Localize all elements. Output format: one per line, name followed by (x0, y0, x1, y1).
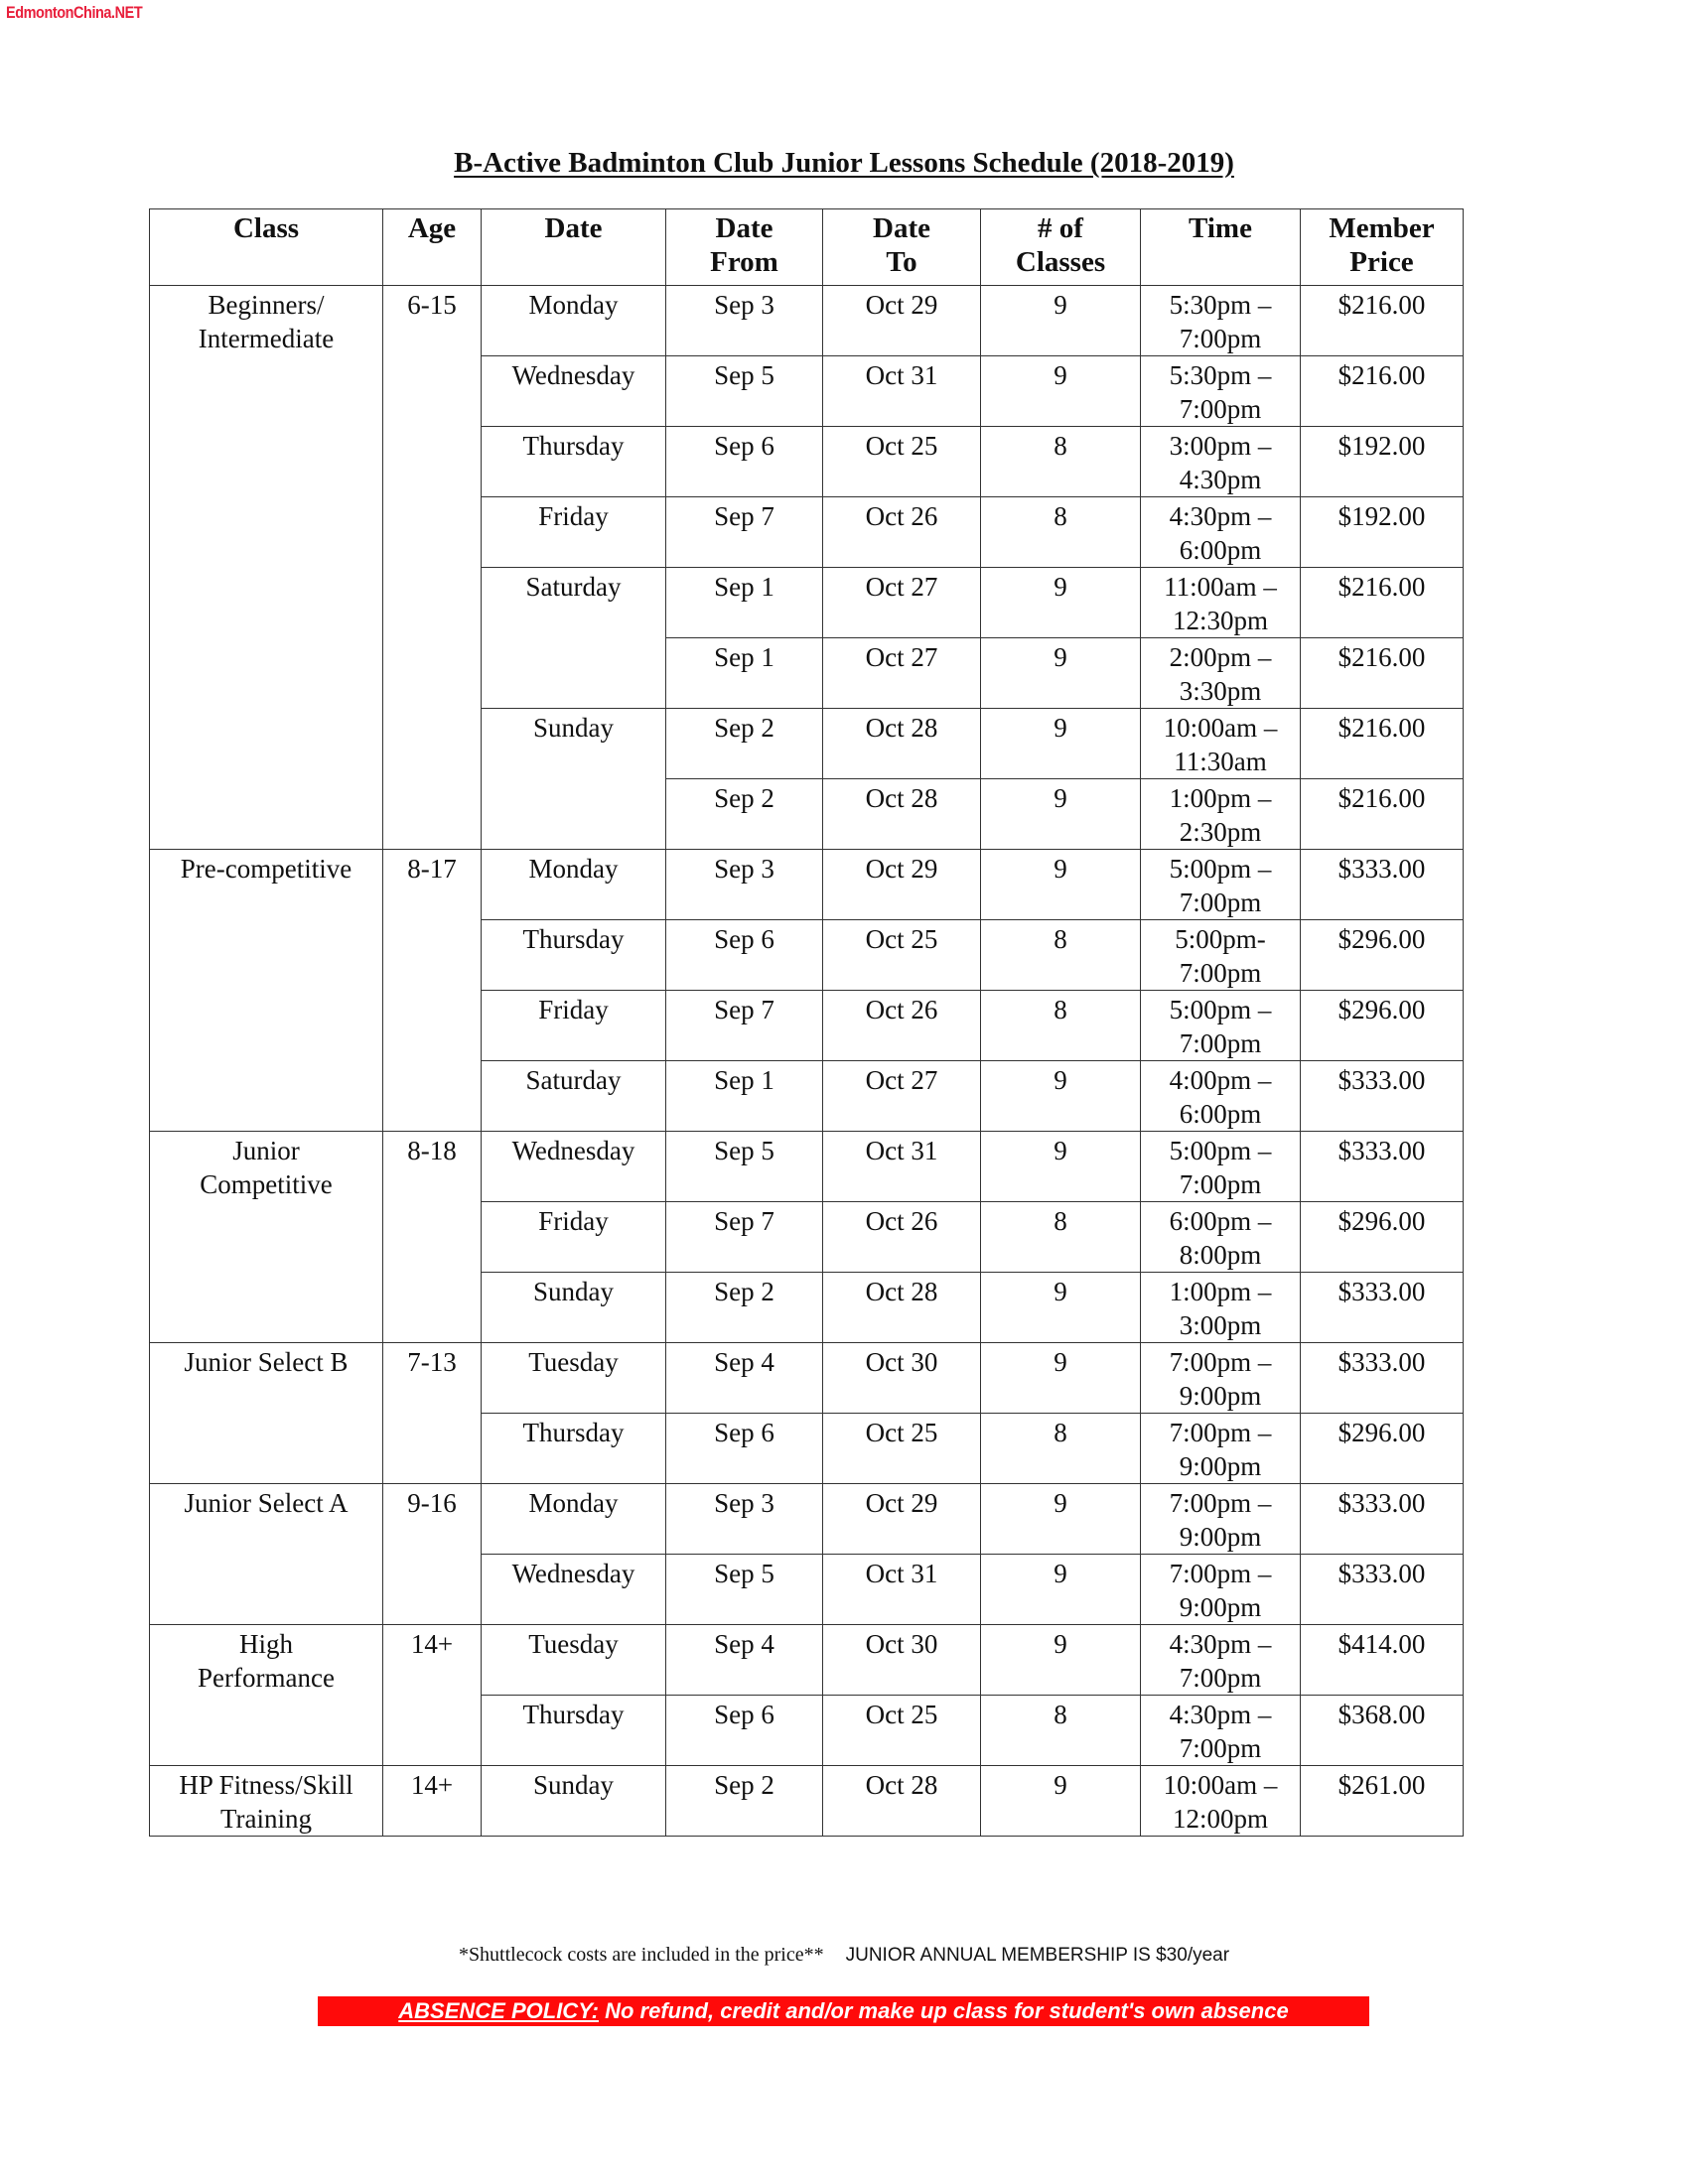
class-name-cell: Pre-competitive (150, 850, 383, 1132)
date-from-cell: Sep 1 (666, 1061, 823, 1132)
time-cell: 7:00pm – 9:00pm (1141, 1555, 1301, 1625)
member-price-cell: $192.00 (1301, 427, 1464, 497)
day-cell: Wednesday (482, 1555, 666, 1625)
member-price-cell: $368.00 (1301, 1696, 1464, 1766)
date-to-cell: Oct 26 (823, 497, 981, 568)
time-cell: 10:00am – 12:00pm (1141, 1766, 1301, 1837)
date-from-cell: Sep 3 (666, 286, 823, 356)
num-classes-cell: 9 (981, 638, 1141, 709)
class-name-cell: Junior Competitive (150, 1132, 383, 1343)
header-date-from: Date From (666, 209, 823, 286)
num-classes-cell: 9 (981, 709, 1141, 779)
member-price-cell: $333.00 (1301, 1343, 1464, 1414)
date-from-cell: Sep 3 (666, 850, 823, 920)
date-to-cell: Oct 27 (823, 568, 981, 638)
age-cell: 6-15 (383, 286, 482, 850)
member-price-cell: $296.00 (1301, 920, 1464, 991)
day-cell: Friday (482, 1202, 666, 1273)
member-price-cell: $216.00 (1301, 356, 1464, 427)
member-price-cell: $333.00 (1301, 1273, 1464, 1343)
day-cell: Thursday (482, 920, 666, 991)
shuttlecock-note: *Shuttlecock costs are included in the price** (458, 1944, 824, 1966)
date-from-cell: Sep 1 (666, 568, 823, 638)
member-price-cell: $333.00 (1301, 1132, 1464, 1202)
date-to-cell: Oct 25 (823, 427, 981, 497)
date-from-cell: Sep 7 (666, 1202, 823, 1273)
class-name-cell: Junior Select B (150, 1343, 383, 1484)
header-time: Time (1141, 209, 1301, 286)
num-classes-cell: 9 (981, 1132, 1141, 1202)
date-to-cell: Oct 28 (823, 709, 981, 779)
schedule-table (149, 208, 1464, 1837)
date-to-cell: Oct 26 (823, 1202, 981, 1273)
day-cell: Saturday (482, 1061, 666, 1132)
num-classes-cell: 8 (981, 1414, 1141, 1484)
date-to-cell: Oct 29 (823, 1484, 981, 1555)
date-to-cell: Oct 27 (823, 638, 981, 709)
header-num-classes: # of Classes (981, 209, 1141, 286)
day-cell: Sunday (482, 709, 666, 850)
page-title: B-Active Badminton Club Junior Lessons Schedule (2018-2019) (454, 147, 1234, 179)
date-to-cell: Oct 31 (823, 1132, 981, 1202)
date-from-cell: Sep 6 (666, 427, 823, 497)
class-name-cell: HP Fitness/Skill Training (150, 1766, 383, 1837)
num-classes-cell: 8 (981, 920, 1141, 991)
date-to-cell: Oct 31 (823, 356, 981, 427)
date-to-cell: Oct 28 (823, 1766, 981, 1837)
absence-policy-banner (318, 1996, 1369, 2026)
date-to-cell: Oct 26 (823, 991, 981, 1061)
date-from-cell: Sep 4 (666, 1625, 823, 1696)
time-cell: 6:00pm – 8:00pm (1141, 1202, 1301, 1273)
header-date-to: Date To (823, 209, 981, 286)
num-classes-cell: 9 (981, 1625, 1141, 1696)
time-cell: 3:00pm – 4:30pm (1141, 427, 1301, 497)
time-cell: 4:30pm – 6:00pm (1141, 497, 1301, 568)
time-cell: 4:30pm – 7:00pm (1141, 1625, 1301, 1696)
table-row (150, 1766, 1464, 1837)
table-row (150, 850, 1464, 920)
day-cell: Sunday (482, 1273, 666, 1343)
num-classes-cell: 9 (981, 356, 1141, 427)
header-row (150, 209, 1464, 286)
member-price-cell: $333.00 (1301, 1555, 1464, 1625)
time-cell: 10:00am – 11:30am (1141, 709, 1301, 779)
day-cell: Tuesday (482, 1625, 666, 1696)
num-classes-cell: 8 (981, 991, 1141, 1061)
day-cell: Thursday (482, 1696, 666, 1766)
date-from-cell: Sep 1 (666, 638, 823, 709)
day-cell: Sunday (482, 1766, 666, 1837)
date-to-cell: Oct 31 (823, 1555, 981, 1625)
absence-policy-label: ABSENCE POLICY: (398, 1998, 599, 2023)
num-classes-cell: 8 (981, 497, 1141, 568)
membership-note: JUNIOR ANNUAL MEMBERSHIP IS $30/year (845, 1945, 1230, 1966)
date-from-cell: Sep 2 (666, 709, 823, 779)
date-to-cell: Oct 25 (823, 920, 981, 991)
absence-policy-text: No refund, credit and/or make up class for student's own absence (598, 1998, 1289, 2023)
time-cell: 5:00pm – 7:00pm (1141, 850, 1301, 920)
num-classes-cell: 9 (981, 779, 1141, 850)
date-from-cell: Sep 5 (666, 1132, 823, 1202)
num-classes-cell: 8 (981, 427, 1141, 497)
member-price-cell: $296.00 (1301, 1202, 1464, 1273)
time-cell: 4:30pm – 7:00pm (1141, 1696, 1301, 1766)
time-cell: 4:00pm – 6:00pm (1141, 1061, 1301, 1132)
date-from-cell: Sep 5 (666, 1555, 823, 1625)
num-classes-cell: 9 (981, 286, 1141, 356)
member-price-cell: $296.00 (1301, 991, 1464, 1061)
member-price-cell: $296.00 (1301, 1414, 1464, 1484)
time-cell: 7:00pm – 9:00pm (1141, 1414, 1301, 1484)
date-from-cell: Sep 6 (666, 920, 823, 991)
time-cell: 2:00pm – 3:30pm (1141, 638, 1301, 709)
age-cell: 8-17 (383, 850, 482, 1132)
date-to-cell: Oct 30 (823, 1625, 981, 1696)
date-from-cell: Sep 2 (666, 1766, 823, 1837)
date-from-cell: Sep 7 (666, 497, 823, 568)
header-class: Class (150, 209, 383, 286)
day-cell: Wednesday (482, 356, 666, 427)
day-cell: Friday (482, 497, 666, 568)
day-cell: Friday (482, 991, 666, 1061)
time-cell: 7:00pm – 9:00pm (1141, 1484, 1301, 1555)
time-cell: 5:00pm – 7:00pm (1141, 991, 1301, 1061)
member-price-cell: $414.00 (1301, 1625, 1464, 1696)
day-cell: Monday (482, 286, 666, 356)
time-cell: 5:30pm – 7:00pm (1141, 286, 1301, 356)
age-cell: 14+ (383, 1625, 482, 1766)
time-cell: 11:00am – 12:30pm (1141, 568, 1301, 638)
date-to-cell: Oct 25 (823, 1696, 981, 1766)
day-cell: Thursday (482, 427, 666, 497)
table-row (150, 1343, 1464, 1414)
day-cell: Thursday (482, 1414, 666, 1484)
date-to-cell: Oct 27 (823, 1061, 981, 1132)
num-classes-cell: 8 (981, 1696, 1141, 1766)
date-from-cell: Sep 2 (666, 1273, 823, 1343)
day-cell: Monday (482, 850, 666, 920)
day-cell: Wednesday (482, 1132, 666, 1202)
age-cell: 14+ (383, 1766, 482, 1837)
date-from-cell: Sep 5 (666, 356, 823, 427)
date-from-cell: Sep 3 (666, 1484, 823, 1555)
num-classes-cell: 9 (981, 850, 1141, 920)
member-price-cell: $192.00 (1301, 497, 1464, 568)
date-to-cell: Oct 25 (823, 1414, 981, 1484)
time-cell: 5:00pm – 7:00pm (1141, 1132, 1301, 1202)
member-price-cell: $216.00 (1301, 779, 1464, 850)
date-to-cell: Oct 28 (823, 779, 981, 850)
member-price-cell: $333.00 (1301, 1484, 1464, 1555)
member-price-cell: $333.00 (1301, 850, 1464, 920)
num-classes-cell: 9 (981, 1273, 1141, 1343)
date-from-cell: Sep 4 (666, 1343, 823, 1414)
member-price-cell: $216.00 (1301, 638, 1464, 709)
time-cell: 5:00pm- 7:00pm (1141, 920, 1301, 991)
day-cell: Saturday (482, 568, 666, 709)
date-from-cell: Sep 6 (666, 1696, 823, 1766)
num-classes-cell: 9 (981, 1766, 1141, 1837)
time-cell: 5:30pm – 7:00pm (1141, 356, 1301, 427)
num-classes-cell: 9 (981, 1061, 1141, 1132)
num-classes-cell: 9 (981, 1343, 1141, 1414)
member-price-cell: $216.00 (1301, 286, 1464, 356)
time-cell: 1:00pm – 3:00pm (1141, 1273, 1301, 1343)
date-to-cell: Oct 28 (823, 1273, 981, 1343)
date-to-cell: Oct 29 (823, 850, 981, 920)
num-classes-cell: 8 (981, 1202, 1141, 1273)
num-classes-cell: 9 (981, 1555, 1141, 1625)
num-classes-cell: 9 (981, 1484, 1141, 1555)
watermark-logo: EdmontonChina.NET (6, 3, 143, 22)
header-age: Age (383, 209, 482, 286)
footer-note (0, 1944, 1688, 1967)
member-price-cell: $261.00 (1301, 1766, 1464, 1837)
member-price-cell: $216.00 (1301, 568, 1464, 638)
date-to-cell: Oct 29 (823, 286, 981, 356)
table-row (150, 1484, 1464, 1555)
member-price-cell: $333.00 (1301, 1061, 1464, 1132)
date-to-cell: Oct 30 (823, 1343, 981, 1414)
time-cell: 1:00pm – 2:30pm (1141, 779, 1301, 850)
member-price-cell: $216.00 (1301, 709, 1464, 779)
class-name-cell: High Performance (150, 1625, 383, 1766)
class-name-cell: Junior Select A (150, 1484, 383, 1625)
table-row (150, 286, 1464, 356)
class-name-cell: Beginners/ Intermediate (150, 286, 383, 850)
age-cell: 8-18 (383, 1132, 482, 1343)
header-date: Date (482, 209, 666, 286)
date-from-cell: Sep 6 (666, 1414, 823, 1484)
num-classes-cell: 9 (981, 568, 1141, 638)
date-from-cell: Sep 7 (666, 991, 823, 1061)
age-cell: 7-13 (383, 1343, 482, 1484)
date-from-cell: Sep 2 (666, 779, 823, 850)
day-cell: Monday (482, 1484, 666, 1555)
header-member-price: Member Price (1301, 209, 1464, 286)
age-cell: 9-16 (383, 1484, 482, 1625)
day-cell: Tuesday (482, 1343, 666, 1414)
table-row (150, 1625, 1464, 1696)
time-cell: 7:00pm – 9:00pm (1141, 1343, 1301, 1414)
table-row (150, 1132, 1464, 1202)
